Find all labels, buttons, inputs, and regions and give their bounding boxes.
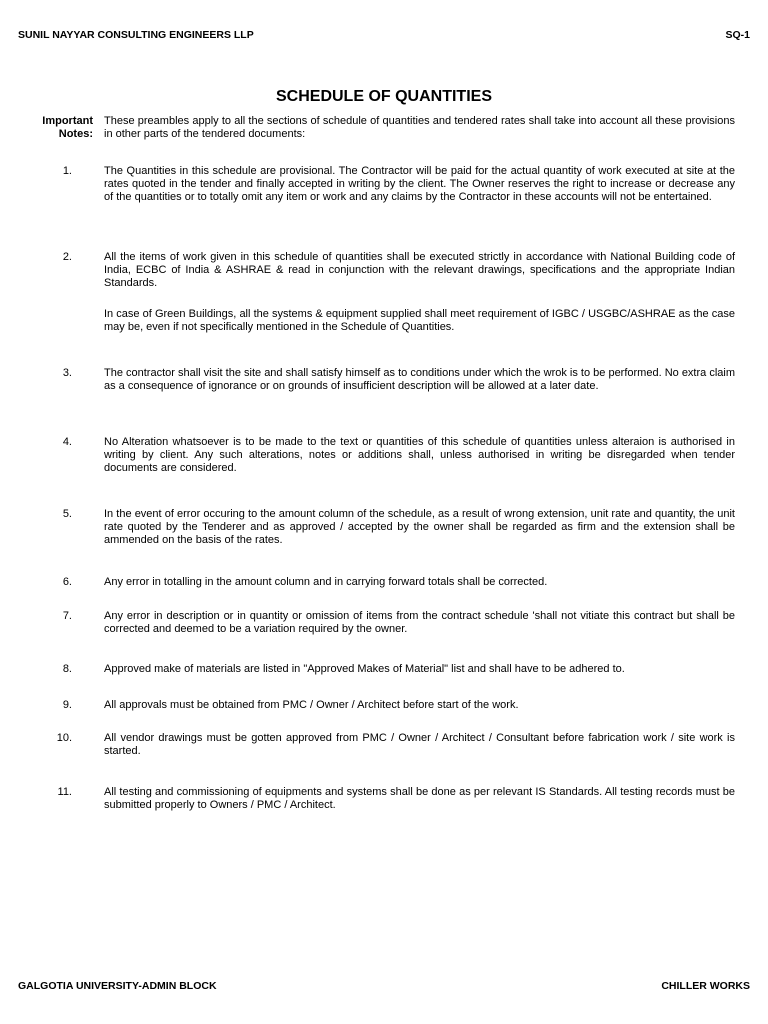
item-number: 11. [57, 786, 72, 798]
notes-label: Important Notes: [42, 115, 93, 140]
item-text: All vendor drawings must be gotten approved from PMC / Owner / Architect / Consultant before fabrication work / site work is started. [104, 732, 735, 757]
item-number: 9. [62, 699, 72, 711]
item-number: 7. [62, 610, 72, 622]
section-name: CHILLER WORKS [661, 980, 750, 992]
item-number: 10. [56, 732, 72, 744]
sheet-code: SQ-1 [725, 29, 750, 41]
item-number: 4. [62, 436, 72, 448]
item-number: 8. [62, 663, 72, 675]
item-number: 2. [62, 251, 72, 263]
item-text: All the items of work given in this schedule of quantities shall be executed strictly in accordance with National Building code of India, ECBC of India & ASHRAE & read in conjunction with the relevant drawings, specifications and the appropriate Indian Standards. [104, 251, 735, 289]
item-number: 5. [62, 508, 72, 520]
page-title: SCHEDULE OF QUANTITIES [275, 88, 492, 105]
item-number: 1. [62, 165, 72, 177]
item-text: In the event of error occuring to the amount column of the schedule, as a result of wrong extension, unit rate and quantity, the unit rate quoted by the Tenderer and as approved / accepted by the owner shall be regarded as firm and the extension shall be ammended on the basis of the rates. [104, 508, 735, 546]
company-name: SUNIL NAYYAR CONSULTING ENGINEERS LLP [18, 29, 254, 41]
project-name: GALGOTIA UNIVERSITY-ADMIN BLOCK [18, 980, 217, 992]
item-text: Any error in description or in quantity or omission of items from the contract schedule 'shall not vitiate this contract but shall be corrected and deemed to be a variation required by the owner. [104, 610, 735, 635]
item-text: Approved make of materials are listed in "Approved Makes of Material" list and shall have to be adhered to. [104, 663, 625, 675]
item-text: Any error in totalling in the amount column and in carrying forward totals shall be corrected. [104, 576, 548, 588]
item-number: 6. [62, 576, 72, 588]
item-text: All testing and commissioning of equipments and systems shall be done as per relevant IS Standards. All testing records must be submitted properly to Owners / PMC / Architect. [104, 786, 735, 811]
item-text: No Alteration whatsoever is to be made to the text or quantities of this schedule of quantities unless alteraion is authorised in writing by client. Any such alterations, notes or additions shall, unless authorised in writing be disregarded when tender documents are considered. [104, 436, 735, 474]
item-text: The Quantities in this schedule are provisional. The Contractor will be paid for the actual quantity of work executed at site at the rates quoted in the tender and finally accepted in writing by the client. The Owner reserves the right to increase or decrease any of the quantities or to totally omit any item or work and any claims by the Contractor in these accounts will not be entertained. [104, 165, 735, 203]
item-text: The contractor shall visit the site and shall satisfy himself as to conditions under which the wrok is to be performed. No extra claim as a consequence of ignorance or on grounds of insufficient description will be allowed at a later date. [104, 367, 735, 392]
item-text: All approvals must be obtained from PMC / Owner / Architect before start of the work. [104, 699, 519, 711]
item-number: 3. [62, 367, 72, 379]
preamble-text: These preambles apply to all the sections of schedule of quantities and tendered rates shall take into account all these provisions in other parts of the tendered documents: [104, 115, 735, 140]
item-extra-text: In case of Green Buildings, all the systems & equipment supplied shall meet requirement of IGBC / USGBC/ASHRAE as the case may be, even if not specifically mentioned in the Schedule of Quantities. [104, 308, 735, 333]
